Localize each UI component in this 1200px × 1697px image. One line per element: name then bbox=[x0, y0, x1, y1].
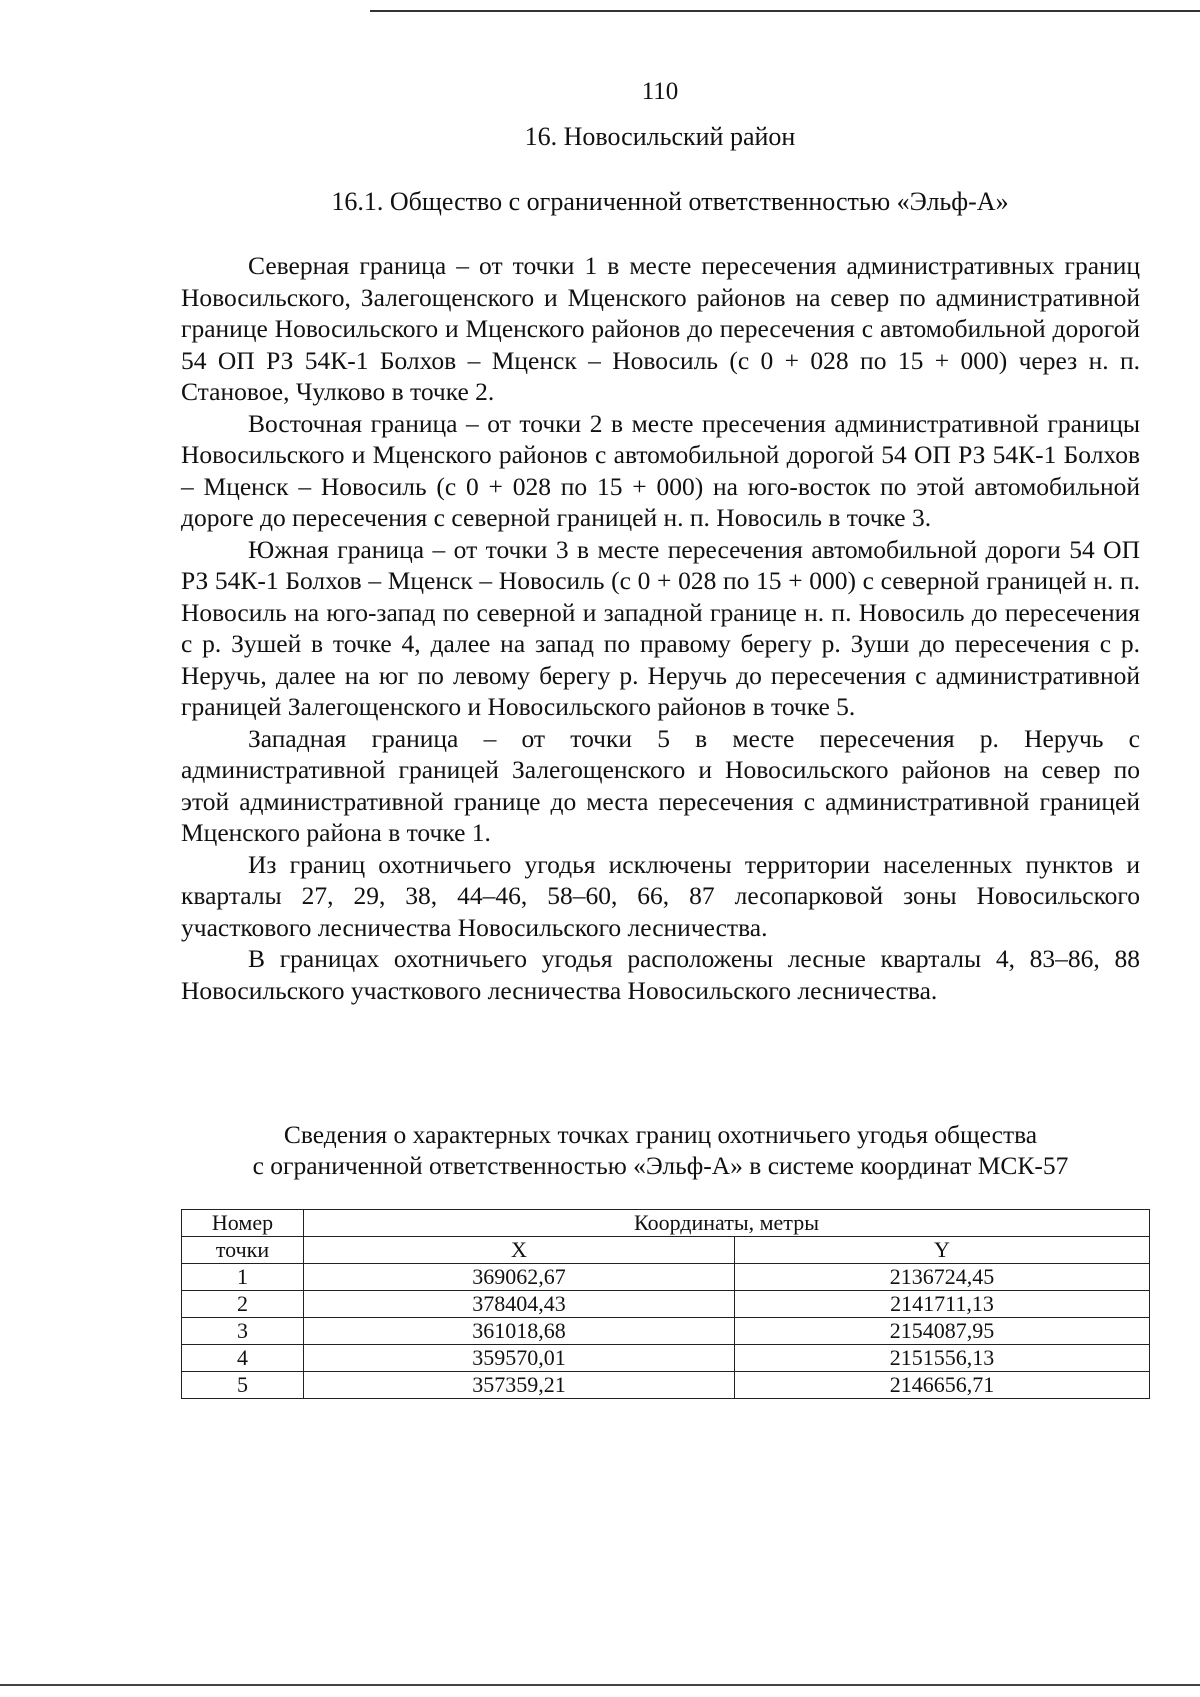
paragraph-west-border: Западная граница – от точки 5 в месте пересечения р. Неручь с административной границей Залегощенского и Новосильского районов на север по этой административной границе до места пересечения с административной границей Мценского района в точке 1. bbox=[181, 723, 1140, 847]
table-row bbox=[182, 1345, 1150, 1372]
coordinates-table bbox=[181, 1209, 1150, 1399]
table-row bbox=[182, 1372, 1150, 1399]
cell-y: 2141711,13 bbox=[735, 1291, 1150, 1318]
cell-x: 369062,67 bbox=[304, 1264, 735, 1291]
table-caption bbox=[181, 1119, 1140, 1181]
page-number: 110 bbox=[641, 78, 679, 105]
body-text bbox=[181, 250, 1140, 1006]
paragraph-forest-quarters: В границах охотничьего угодья расположены лесные кварталы 4, 83–86, 88 Новосильского участкового лесничества Новосильского лесничества. bbox=[181, 944, 1140, 1005]
cell-y: 2154087,95 bbox=[735, 1318, 1150, 1345]
cell-y: 2136724,45 bbox=[735, 1264, 1150, 1291]
table-caption-line-1: Сведения о характерных точках границ охотничьего угодья общества bbox=[283, 1120, 1038, 1149]
paragraph-east-border: Восточная граница – от точки 2 в месте пресечения административной границы Новосильского и Мценского районов с автомобильной дорогой 54 ОП РЗ 54К-1 Болхов – Мценск – Новосиль (с 0 + 028 по 15 + 000) на юго-восток по этой автомобильной дороге до пересечения с северной границей н. п. Новосиль в точке 3. bbox=[181, 408, 1140, 532]
cell-x: 378404,43 bbox=[304, 1291, 735, 1318]
header-y: Y bbox=[735, 1237, 1150, 1264]
cell-x: 359570,01 bbox=[304, 1345, 735, 1372]
table-row bbox=[182, 1291, 1150, 1318]
cell-point-number: 4 bbox=[182, 1345, 304, 1372]
header-point-number: Номер bbox=[182, 1210, 304, 1237]
cell-point-number: 1 bbox=[182, 1264, 304, 1291]
bottom-scan-line bbox=[0, 1684, 1200, 1686]
top-scan-line bbox=[370, 10, 1200, 12]
section-title: 16. Новосильский район bbox=[524, 122, 796, 151]
table-row bbox=[182, 1264, 1150, 1291]
cell-point-number: 5 bbox=[182, 1372, 304, 1399]
cell-y: 2146656,71 bbox=[735, 1372, 1150, 1399]
subsection-title: 16.1. Общество с ограниченной ответственностью «Эльф-А» bbox=[331, 187, 1009, 216]
cell-x: 361018,68 bbox=[304, 1318, 735, 1345]
table-row bbox=[182, 1318, 1150, 1345]
header-point-number-line-2: точки bbox=[182, 1237, 304, 1264]
table-caption-line-2: с ограниченной ответственностью «Эльф-А» в системе координат МСК-57 bbox=[252, 1151, 1069, 1180]
paragraph-exclusions: Из границ охотничьего угодья исключены территории населенных пунктов и кварталы 27, 29, 38, 44–46, 58–60, 66, 87 лесопарковой зоны Новосильского участкового лесничества Новосильского лесничества. bbox=[181, 849, 1140, 942]
table-subheader-row bbox=[182, 1237, 1150, 1264]
header-coordinates: Координаты, метры bbox=[304, 1210, 1150, 1237]
cell-point-number: 3 bbox=[182, 1318, 304, 1345]
cell-point-number: 2 bbox=[182, 1291, 304, 1318]
table-header-row bbox=[182, 1210, 1150, 1237]
paragraph-north-border: Северная граница – от точки 1 в месте пересечения административных границ Новосильского, Залегощенского и Мценского районов на север по административной границе Новосильского и Мценского районов до пересечения с автомобильной дорогой 54 ОП РЗ 54К-1 Болхов – Мценск – Новосиль (с 0 + 028 по 15 + 000) через н. п. Становое, Чулково в точке 2. bbox=[181, 251, 1140, 406]
paragraph-south-border: Южная граница – от точки 3 в месте пересечения автомобильной дороги 54 ОП РЗ 54К-1 Болхов – Мценск – Новосиль (с 0 + 028 по 15 + 000) с северной границей н. п. Новосиль на юго-запад по северной и западной границе н. п. Новосиль до пересечения с р. Зушей в точке 4, далее на запад по правому берегу р. Зуши до пересечения с р. Неручь, далее на юг по левому берегу р. Неручь до пересечения с административной границей Залегощенского и Новосильского районов в точке 5. bbox=[181, 534, 1140, 721]
header-x: X bbox=[304, 1237, 735, 1264]
cell-x: 357359,21 bbox=[304, 1372, 735, 1399]
cell-y: 2151556,13 bbox=[735, 1345, 1150, 1372]
